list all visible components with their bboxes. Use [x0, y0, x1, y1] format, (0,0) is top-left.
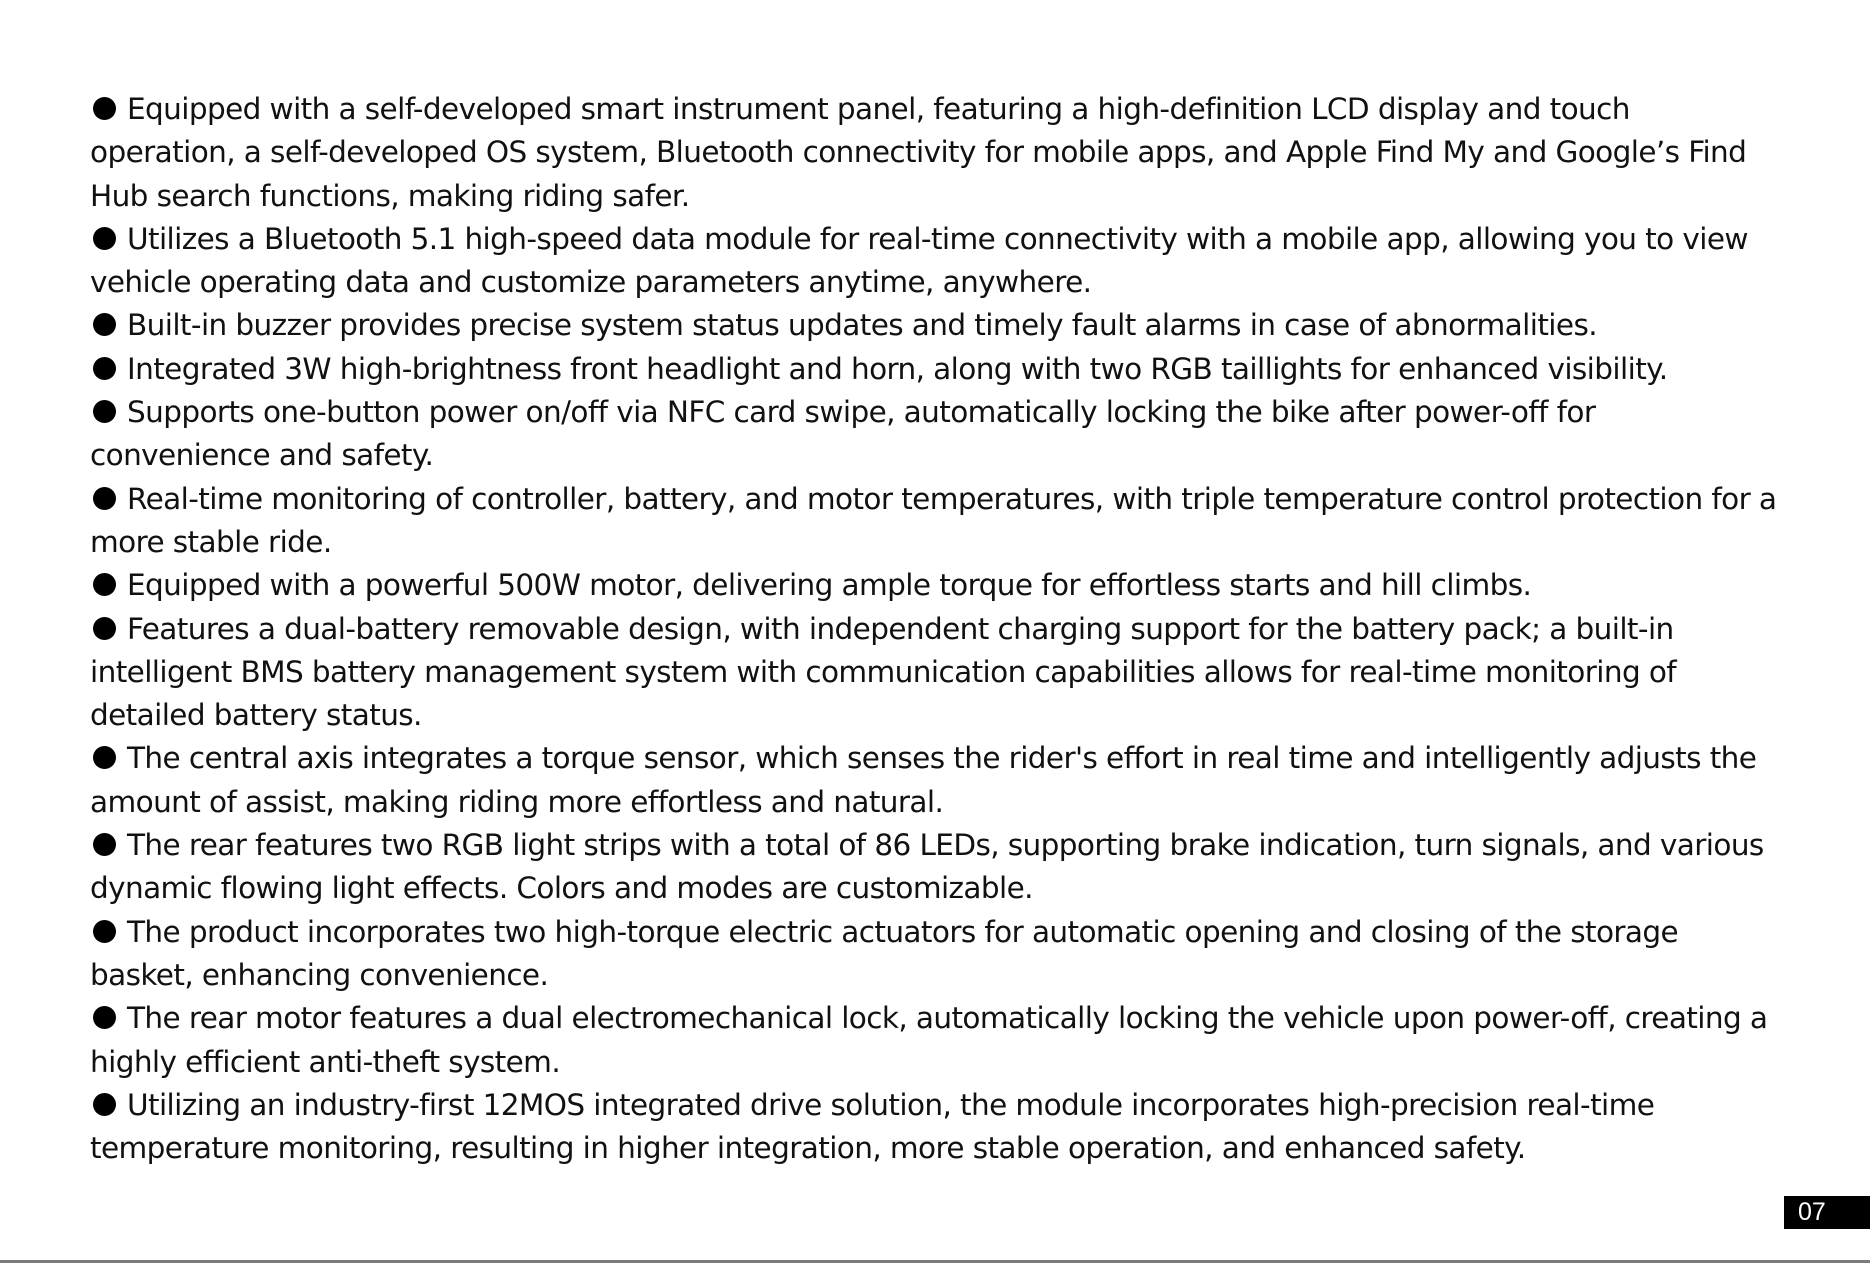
feature-text: The rear features two RGB light strips with a total of 86 LEDs, supporting brake indication, turn signals, and various dynamic flowing light effects. Colors and modes are customizable.: [90, 828, 1764, 906]
feature-item: [90, 911, 1780, 998]
feature-text: Integrated 3W high-brightness front headlight and horn, along with two RGB taillights for enhanced visibility.: [127, 351, 1668, 386]
feature-item: [90, 564, 1780, 607]
bullet-icon: [93, 573, 116, 596]
feature-text: Built-in buzzer provides precise system status updates and timely fault alarms in case of abnormalities.: [127, 308, 1597, 343]
feature-item: [90, 737, 1780, 824]
feature-text: Equipped with a powerful 500W motor, delivering ample torque for effortless starts and hill climbs.: [127, 568, 1532, 603]
feature-list: [90, 88, 1780, 1170]
bullet-icon: [93, 313, 116, 336]
feature-text: Utilizing an industry-first 12MOS integrated drive solution, the module incorporates high-precision real-time temperature monitoring, resulting in higher integration, more stable operation, and enhanced safety.: [90, 1087, 1655, 1166]
feature-text: Features a dual-battery removable design, with independent charging support for the battery pack; a built-in intelligent BMS battery management system with communication capabilities allows for real-time monitoring of detailed battery status.: [90, 611, 1677, 733]
feature-item: [90, 1084, 1780, 1171]
feature-item: [90, 218, 1780, 305]
feature-text: Utilizes a Bluetooth 5.1 high-speed data module for real-time connectivity with a mobile app, allowing you to view vehicle operating data and customize parameters anytime, anywhere.: [90, 221, 1748, 300]
bullet-icon: [93, 833, 116, 856]
page-number-badge: 07: [1784, 1196, 1870, 1229]
feature-item: [90, 304, 1780, 347]
feature-item: [90, 997, 1780, 1084]
bullet-icon: [93, 1006, 116, 1029]
feature-item: [90, 824, 1780, 911]
bullet-icon: [93, 1093, 116, 1116]
bullet-icon: [93, 227, 116, 250]
feature-item: [90, 88, 1780, 218]
bullet-icon: [93, 400, 116, 423]
bullet-icon: [93, 920, 116, 943]
feature-item: [90, 608, 1780, 738]
feature-text: Real-time monitoring of controller, battery, and motor temperatures, with triple temperature control protection for a more stable ride.: [90, 481, 1777, 559]
feature-item: [90, 478, 1780, 565]
bullet-icon: [93, 357, 116, 380]
bullet-icon: [93, 746, 116, 769]
feature-text: The rear motor features a dual electromechanical lock, automatically locking the vehicle upon power-off, creating a highly efficient anti-theft system.: [90, 1001, 1768, 1079]
feature-text: The product incorporates two high-torque electric actuators for automatic opening and closing of the storage basket, enhancing convenience.: [90, 914, 1679, 992]
feature-text: Supports one-button power on/off via NFC card swipe, automatically locking the bike after power-off for convenience and safety.: [90, 395, 1596, 473]
feature-text: The central axis integrates a torque sensor, which senses the rider's effort in real time and intelligently adjusts the amount of assist, making riding more effortless and natural.: [90, 741, 1757, 819]
feature-text: Equipped with a self-developed smart instrument panel, featuring a high-definition LCD display and touch operation, a self-developed OS system, Bluetooth connectivity for mobile apps, and Apple Find My and Google’s Find Hub search functions, making riding safer.: [90, 92, 1747, 213]
feature-item: [90, 391, 1780, 478]
bullet-icon: [93, 487, 116, 510]
feature-item: [90, 348, 1780, 391]
bullet-icon: [93, 97, 116, 120]
bullet-icon: [93, 617, 116, 640]
